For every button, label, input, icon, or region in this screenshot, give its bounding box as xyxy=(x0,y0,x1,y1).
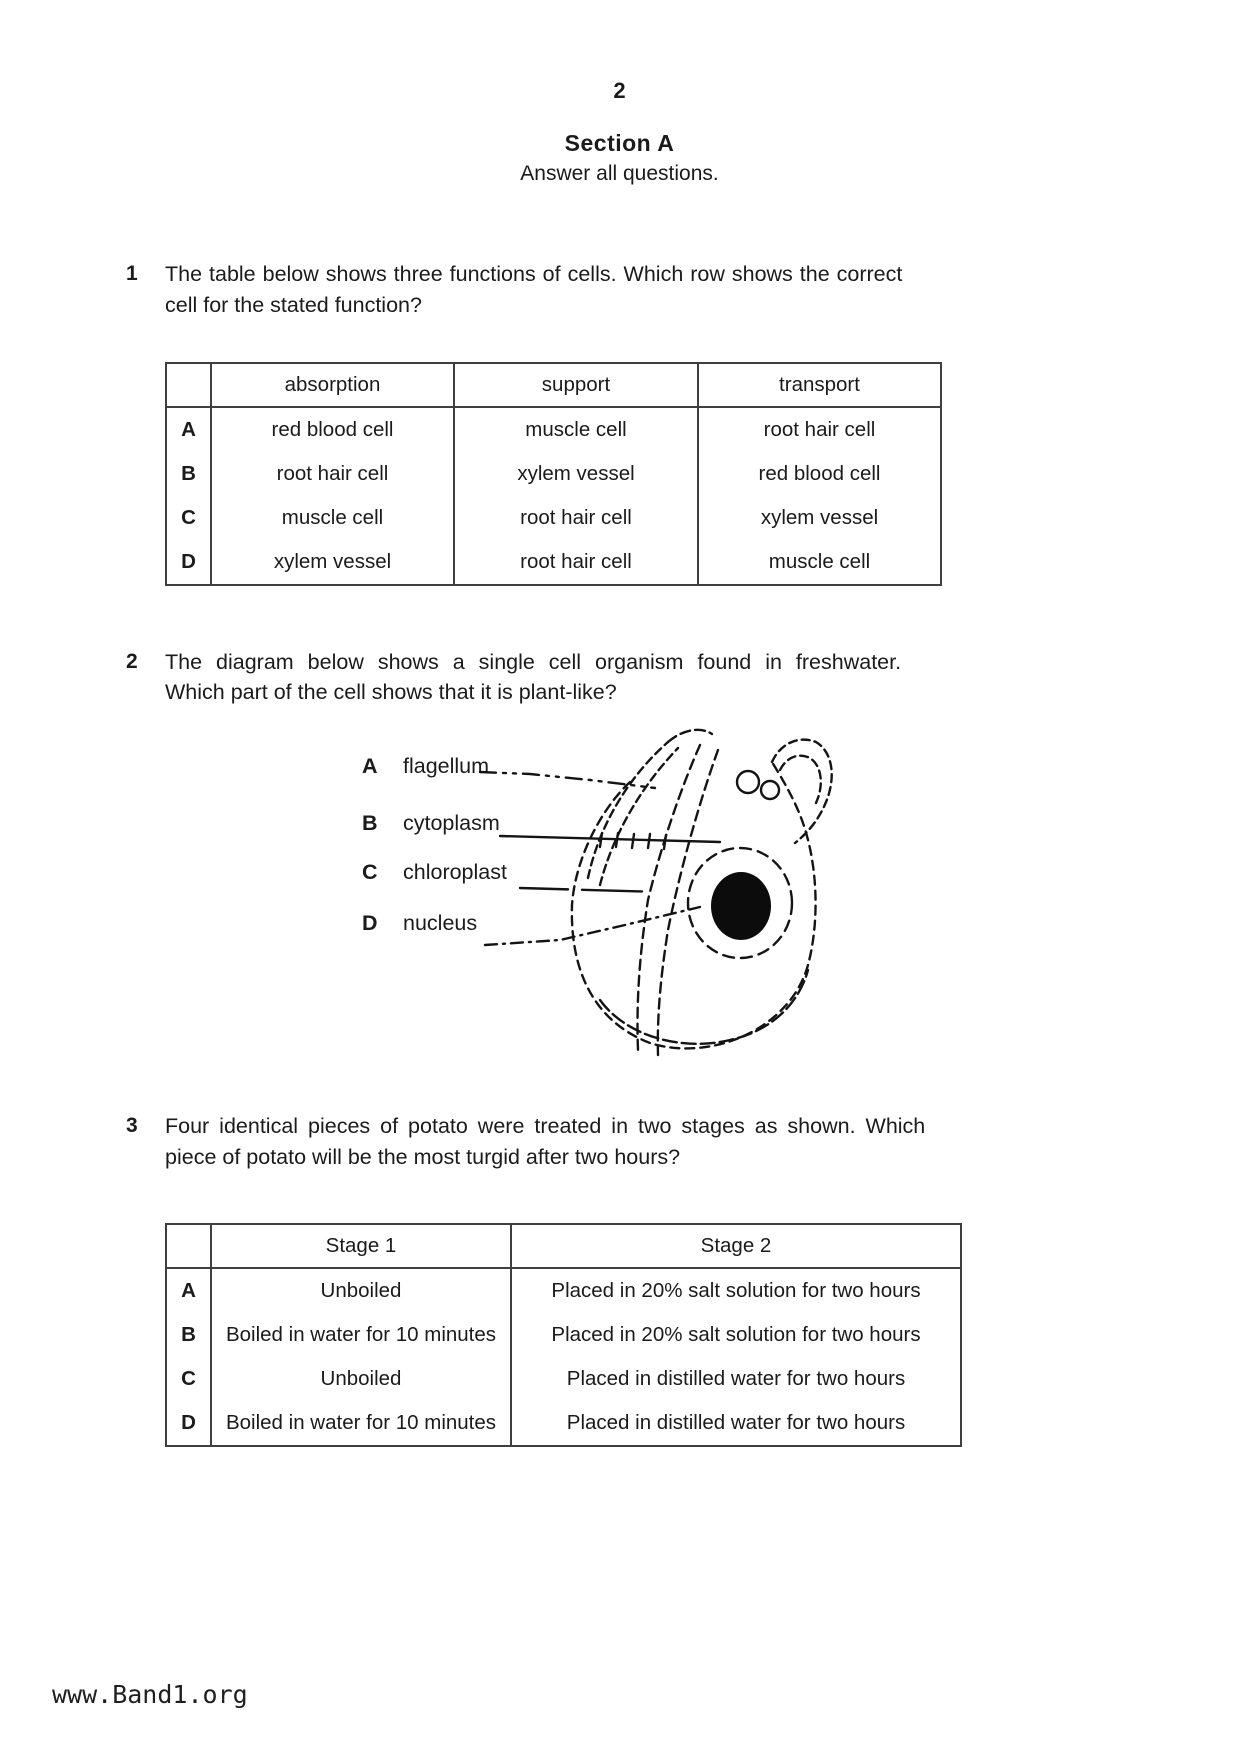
leader-line-cytoplasm xyxy=(500,836,720,842)
table-row-b xyxy=(166,452,941,496)
row-label: D xyxy=(166,540,211,585)
table-cell: root hair cell xyxy=(454,496,698,540)
table-cell: red blood cell xyxy=(758,462,881,485)
table-cell: root hair cell xyxy=(211,452,454,496)
corner-cell xyxy=(166,363,211,407)
flagellum-right-line xyxy=(780,756,821,803)
question-1-number: 1 xyxy=(126,262,138,285)
cell-body-outline xyxy=(572,762,816,1048)
page-number: 2 xyxy=(613,78,626,103)
flagellum-top-arc xyxy=(668,730,712,742)
gullet-line xyxy=(637,745,700,1050)
option-b-label: cytoplasm xyxy=(403,811,500,835)
table-row-a xyxy=(166,407,941,452)
table-cell: Unboiled xyxy=(211,1357,511,1401)
corner-cell xyxy=(166,1224,211,1268)
table-header-row xyxy=(166,1224,961,1268)
table-header-row xyxy=(166,363,941,407)
footer-url: www.Band1.org xyxy=(52,1680,248,1709)
leader-line-chloroplast xyxy=(520,888,660,892)
table-row-d xyxy=(166,1401,961,1446)
table-cell: xylem vessel xyxy=(211,540,454,585)
table-cell: xylem vessel xyxy=(760,506,879,529)
option-a-label: flagellum xyxy=(403,754,490,778)
table-cell: Boiled in water for 10 minutes xyxy=(211,1401,511,1446)
row-label: B xyxy=(166,1313,211,1357)
eyespot-circle xyxy=(737,771,759,793)
table-row-b xyxy=(166,1313,961,1357)
table-cell: Placed in 20% salt solution for two hours xyxy=(551,1279,921,1302)
leader-line-flagellum xyxy=(480,772,655,788)
column-header-transport: transport xyxy=(698,363,941,407)
eyespot-circle xyxy=(761,781,779,799)
table-row-c xyxy=(166,496,941,540)
column-header-absorption: absorption xyxy=(211,363,454,407)
section-title: Section A xyxy=(564,130,675,156)
table-row-c xyxy=(166,1357,961,1401)
option-d-letter: D xyxy=(362,911,378,935)
table-cell: muscle cell xyxy=(454,407,698,452)
table-cell: root hair cell xyxy=(454,540,698,585)
row-label: A xyxy=(166,1268,211,1313)
question-3-text-line-2: piece of potato will be the most turgid after two hours? xyxy=(165,1145,681,1169)
option-c-letter: C xyxy=(362,860,378,884)
section-instruction: Answer all questions. xyxy=(520,162,719,185)
table-cell: red blood cell xyxy=(211,407,454,452)
row-label: B xyxy=(166,452,211,496)
question-2-number: 2 xyxy=(126,650,138,673)
question-2-text-line-1: The diagram below shows a single cell organism found in freshwater. xyxy=(165,650,902,674)
cell-function-table xyxy=(165,362,942,586)
row-label: C xyxy=(166,1357,211,1401)
flagellum-left-line xyxy=(600,748,678,885)
table-cell: Placed in distilled water for two hours xyxy=(566,1411,906,1434)
flagellum-left-line xyxy=(588,742,668,878)
question-1-text-line-1: The table below shows three functions of cells. Which row shows the correct xyxy=(165,262,903,286)
table-row-d xyxy=(166,540,941,585)
table-cell: muscle cell xyxy=(768,550,871,573)
nucleus-shape xyxy=(711,872,771,940)
question-2-text-line-2: Which part of the cell shows that it is plant-like? xyxy=(165,680,617,704)
row-label: C xyxy=(166,496,211,540)
question-3-number: 3 xyxy=(126,1114,138,1137)
option-d-label: nucleus xyxy=(403,911,478,935)
table-cell: Boiled in water for 10 minutes xyxy=(211,1313,511,1357)
option-c-label: chloroplast xyxy=(403,860,507,884)
table-cell: root hair cell xyxy=(763,418,876,441)
column-header-support: support xyxy=(454,363,698,407)
table-cell: Placed in 20% salt solution for two hours xyxy=(551,1323,921,1346)
row-label: A xyxy=(166,407,211,452)
column-header-stage-2: Stage 2 xyxy=(511,1224,961,1268)
question-3-text-line-1: Four identical pieces of potato were treated in two stages as shown. Which xyxy=(165,1114,926,1138)
table-cell: xylem vessel xyxy=(454,452,698,496)
option-a-letter: A xyxy=(362,754,378,778)
single-cell-organism-diagram xyxy=(450,700,840,1070)
table-cell: Placed in distilled water for two hours xyxy=(566,1367,906,1390)
table-cell: Unboiled xyxy=(211,1268,511,1313)
option-b-letter: B xyxy=(362,811,378,835)
column-header-stage-1: Stage 1 xyxy=(211,1224,511,1268)
table-cell: muscle cell xyxy=(211,496,454,540)
row-label: D xyxy=(166,1401,211,1446)
question-1-text-line-2: cell for the stated function? xyxy=(165,293,422,317)
table-row-a xyxy=(166,1268,961,1313)
potato-treatment-table xyxy=(165,1223,962,1447)
